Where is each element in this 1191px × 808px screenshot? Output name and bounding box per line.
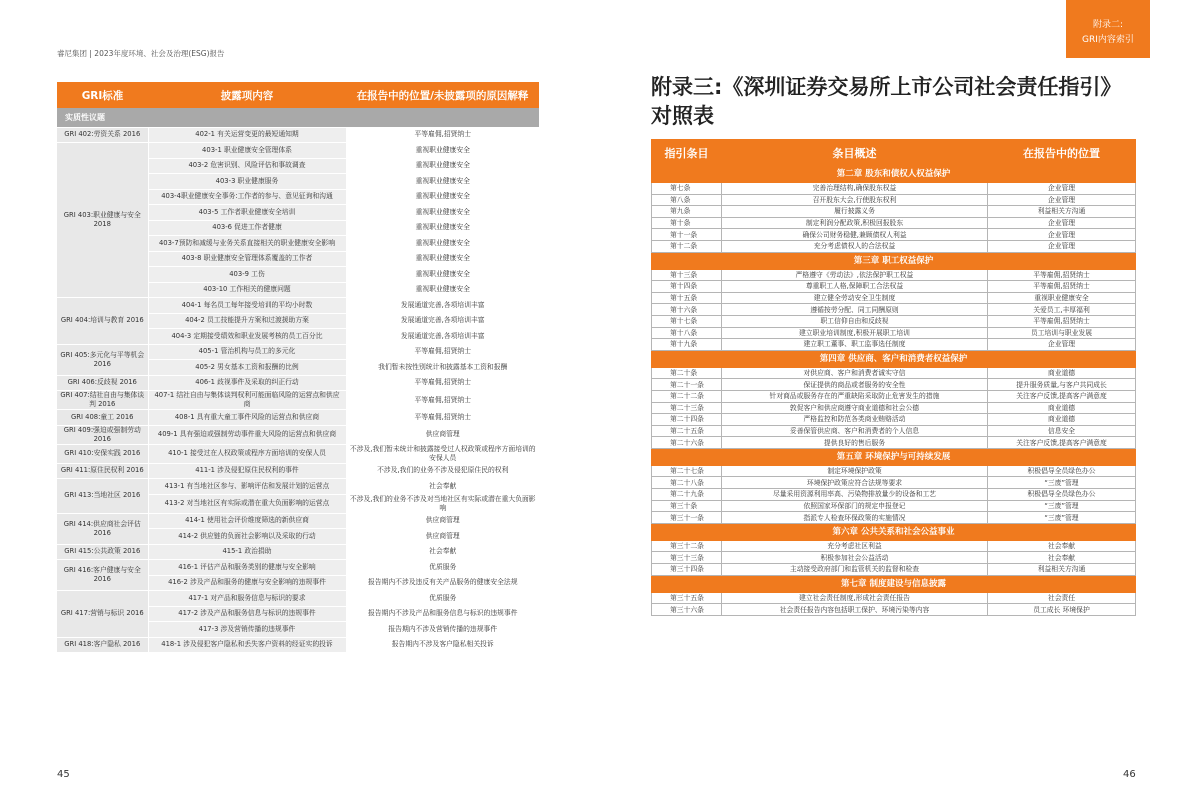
report-location-cell: 员工成长 环境保护	[988, 604, 1136, 616]
gri-standard-cell: GRI 407:结社自由与集体谈判 2016	[57, 391, 148, 410]
disclosure-cell: 408-1 具有重大童工事件风险的运营点和供应商	[148, 410, 346, 426]
disclosure-cell: 411-1 涉及侵犯原住民权利的事件	[148, 463, 346, 479]
table-row	[652, 425, 1136, 437]
article-cell: 第二十二条	[652, 390, 722, 402]
table-row	[57, 513, 539, 529]
location-cell: 报告期内不涉及产品和服务信息与标识的违规事件	[346, 606, 539, 622]
page-title: 附录三:《深圳证券交易所上市公司社会责任指引》对照表	[651, 75, 1122, 128]
table-row	[652, 327, 1136, 339]
summary-cell: 环境保护政策应符合法规等要求	[722, 477, 988, 489]
col-header-report-location: 在报告中的位置	[988, 140, 1136, 166]
article-cell: 第二十八条	[652, 477, 722, 489]
disclosure-cell: 417-2 涉及产品和服务信息与标识的违规事件	[148, 606, 346, 622]
location-cell: 我们暂未按性别统计和披露基本工资和报酬	[346, 360, 539, 376]
report-location-cell: 企业管理	[988, 194, 1136, 206]
gri-standard-cell: GRI 404:培训与教育 2016	[57, 298, 148, 345]
summary-cell: 指派专人检查环保政策的实施情况	[722, 512, 988, 524]
table-row	[652, 489, 1136, 501]
gri-standard-cell: GRI 410:安保实践 2016	[57, 444, 148, 463]
table-row	[57, 127, 539, 143]
gri-standard-cell: GRI 405:多元化与平等机会 2016	[57, 344, 148, 375]
col-header-gri-standard: GRI标准	[57, 82, 148, 108]
tab-line2: GRI内容索引	[1082, 35, 1134, 45]
article-cell: 第三十二条	[652, 540, 722, 552]
report-location-cell: “三废”管理	[988, 477, 1136, 489]
report-location-cell: 商业道德	[988, 414, 1136, 426]
article-cell: 第二十一条	[652, 379, 722, 391]
gri-standard-cell: GRI 416:客户健康与安全 2016	[57, 560, 148, 591]
article-cell: 第七条	[652, 183, 722, 195]
summary-cell: 尽量采用资源利用率高、污染物排放量少的设备和工艺	[722, 489, 988, 501]
article-cell: 第十二条	[652, 240, 722, 252]
col-header-summary: 条目概述	[722, 140, 988, 166]
gri-standard-cell: GRI 406:反歧视 2016	[57, 375, 148, 391]
report-location-cell: 社会奉献	[988, 552, 1136, 564]
disclosure-cell: 403-6 促进工作者健康	[148, 220, 346, 236]
table-row	[652, 390, 1136, 402]
gri-standard-cell: GRI 403:职业健康与安全 2018	[57, 143, 148, 298]
table-row	[57, 391, 539, 410]
report-location-cell: 企业管理	[988, 229, 1136, 241]
disclosure-cell: 403-9 工伤	[148, 267, 346, 283]
location-cell: 发展通道完善,各项培训丰富	[346, 329, 539, 345]
table-row	[652, 437, 1136, 449]
gri-standard-cell: GRI 417:营销与标识 2016	[57, 591, 148, 638]
article-cell: 第二十五条	[652, 425, 722, 437]
article-cell: 第二十三条	[652, 402, 722, 414]
location-cell: 平等雇佣,招贤纳士	[346, 344, 539, 360]
table-row	[652, 339, 1136, 351]
table-row	[57, 298, 539, 314]
table-row	[57, 591, 539, 607]
page-number-right: 46	[1123, 769, 1136, 780]
table-row	[652, 281, 1136, 293]
table-row	[652, 552, 1136, 564]
disclosure-cell: 404-2 员工技能提升方案和过渡援助方案	[148, 313, 346, 329]
summary-cell: 积极参加社会公益活动	[722, 552, 988, 564]
table-row	[652, 194, 1136, 206]
summary-cell: 主动接受政府部门和监管机关的监督和检查	[722, 564, 988, 576]
article-cell: 第二十条	[652, 367, 722, 379]
table-row	[652, 206, 1136, 218]
table-row	[652, 592, 1136, 604]
report-location-cell: 积极倡导全员绿色办公	[988, 489, 1136, 501]
summary-cell: 社会责任报告内容包括职工保护、环境污染等内容	[722, 604, 988, 616]
gri-standard-cell: GRI 411:原住民权利 2016	[57, 463, 148, 479]
gri-standard-cell: GRI 413:当地社区 2016	[57, 479, 148, 514]
location-cell: 平等雇佣,招贤纳士	[346, 410, 539, 426]
chapter-heading: 第五章 环境保护与可持续发展	[652, 448, 1136, 465]
disclosure-cell: 403-5 工作者职业健康安全培训	[148, 205, 346, 221]
report-location-cell: 社会奉献	[988, 540, 1136, 552]
disclosure-cell: 403-4职业健康安全事务:工作者的参与、意见征询和沟通	[148, 189, 346, 205]
location-cell: 报告期内不涉及营销传播的违规事件	[346, 622, 539, 638]
summary-cell: 针对商品或服务存在的严重缺陷采取防止危害发生的措施	[722, 390, 988, 402]
location-cell: 发展通道完善,各项培训丰富	[346, 298, 539, 314]
table-row	[57, 637, 539, 653]
summary-cell: 充分考虑社区利益	[722, 540, 988, 552]
disclosure-cell: 413-2 对当地社区有实际或潜在重大负面影响的运营点	[148, 494, 346, 513]
disclosure-cell: 414-2 供应链的负面社会影响以及采取的行动	[148, 529, 346, 545]
szse-index-table	[651, 139, 1136, 616]
table-row	[652, 315, 1136, 327]
report-location-cell: 企业管理	[988, 217, 1136, 229]
disclosure-cell: 405-2 男女基本工资和报酬的比例	[148, 360, 346, 376]
section-heading: 实质性议题	[57, 108, 539, 127]
disclosure-cell: 405-1 管治机构与员工的多元化	[148, 344, 346, 360]
article-cell: 第十三条	[652, 269, 722, 281]
table-row	[652, 292, 1136, 304]
table-row	[652, 540, 1136, 552]
gri-index-table	[57, 82, 539, 653]
article-cell: 第十七条	[652, 315, 722, 327]
table-row	[57, 479, 539, 495]
disclosure-cell: 409-1 具有强迫或强制劳动事件重大风险的运营点和供应商	[148, 425, 346, 444]
disclosure-cell: 410-1 接受过在人权政策或程序方面培训的安保人员	[148, 444, 346, 463]
location-cell: 供应商管理	[346, 529, 539, 545]
report-location-cell: 企业管理	[988, 339, 1136, 351]
article-cell: 第三十五条	[652, 592, 722, 604]
summary-cell: 充分考虑债权人的合法权益	[722, 240, 988, 252]
article-cell: 第二十六条	[652, 437, 722, 449]
location-cell: 重视职业健康安全	[346, 267, 539, 283]
report-location-cell: 商业道德	[988, 367, 1136, 379]
disclosure-cell: 403-1 职业健康安全管理体系	[148, 143, 346, 159]
summary-cell: 建立社会责任制度,形成社会责任报告	[722, 592, 988, 604]
table-row	[652, 512, 1136, 524]
table-row	[652, 477, 1136, 489]
article-cell: 第十九条	[652, 339, 722, 351]
location-cell: 重视职业健康安全	[346, 220, 539, 236]
summary-cell: 完善治理结构,确保股东权益	[722, 183, 988, 195]
location-cell: 重视职业健康安全	[346, 174, 539, 190]
location-cell: 平等雇佣,招贤纳士	[346, 375, 539, 391]
disclosure-cell: 403-2 危害识别、风险评估和事故调查	[148, 158, 346, 174]
disclosure-cell: 414-1 使用社会评价维度筛选的新供应商	[148, 513, 346, 529]
article-cell: 第十条	[652, 217, 722, 229]
table-row	[652, 304, 1136, 316]
disclosure-cell: 403-8 职业健康安全管理体系覆盖的工作者	[148, 251, 346, 267]
table-row	[652, 269, 1136, 281]
table-row	[652, 240, 1136, 252]
summary-cell: 敦促客户和供应商遵守商业道德和社会公德	[722, 402, 988, 414]
report-location-cell: 关注客户反馈,提高客户满意度	[988, 390, 1136, 402]
location-cell: 发展通道完善,各项培训丰富	[346, 313, 539, 329]
report-location-cell: 平等雇佣,招贤纳士	[988, 281, 1136, 293]
col-header-guideline: 指引条目	[652, 140, 722, 166]
table-row	[57, 544, 539, 560]
tab-line1: 附录二:	[1092, 20, 1124, 30]
report-location-cell: “三废”管理	[988, 500, 1136, 512]
disclosure-cell: 415-1 政治捐助	[148, 544, 346, 560]
gri-standard-cell: GRI 408:童工 2016	[57, 410, 148, 426]
article-cell: 第三十三条	[652, 552, 722, 564]
appendix-tab[interactable]	[1066, 0, 1150, 58]
table-row	[57, 143, 539, 159]
gri-standard-cell: GRI 409:强迫或强制劳动 2016	[57, 425, 148, 444]
summary-cell: 职工信仰自由和反歧视	[722, 315, 988, 327]
gri-standard-cell: GRI 402:劳资关系 2016	[57, 127, 148, 143]
report-location-cell: 社会责任	[988, 592, 1136, 604]
table-row	[652, 604, 1136, 616]
location-cell: 供应商管理	[346, 425, 539, 444]
article-cell: 第三十六条	[652, 604, 722, 616]
report-location-cell: 利益相关方沟通	[988, 206, 1136, 218]
chapter-heading: 第七章 制度建设与信息披露	[652, 575, 1136, 592]
report-location-cell: 平等雇佣,招贤纳士	[988, 269, 1136, 281]
location-cell: 重视职业健康安全	[346, 251, 539, 267]
table-row	[57, 463, 539, 479]
table-row	[57, 410, 539, 426]
summary-cell: 建立职工董事、职工监事选任制度	[722, 339, 988, 351]
location-cell: 报告期内不涉及客户隐私相关投诉	[346, 637, 539, 653]
summary-cell: 召开股东大会,行使股东权利	[722, 194, 988, 206]
report-header: 睿尼集团 | 2023年度环境、社会及治理(ESG)报告	[57, 49, 225, 58]
article-cell: 第十四条	[652, 281, 722, 293]
report-location-cell: 企业管理	[988, 240, 1136, 252]
summary-cell: 履行披露义务	[722, 206, 988, 218]
disclosure-cell: 403-10 工作相关的健康问题	[148, 282, 346, 298]
table-row	[652, 367, 1136, 379]
location-cell: 重视职业健康安全	[346, 236, 539, 252]
gri-standard-cell: GRI 414:供应商社会评估 2016	[57, 513, 148, 544]
location-cell: 平等雇佣,招贤纳士	[346, 127, 539, 143]
disclosure-cell: 402-1 有关运营变更的最短通知期	[148, 127, 346, 143]
table-row	[652, 465, 1136, 477]
location-cell: 重视职业健康安全	[346, 189, 539, 205]
article-cell: 第二十四条	[652, 414, 722, 426]
disclosure-cell: 416-2 涉及产品和服务的健康与安全影响的违规事件	[148, 575, 346, 591]
article-cell: 第九条	[652, 206, 722, 218]
report-location-cell: 关注客户反馈,提高客户满意度	[988, 437, 1136, 449]
article-cell: 第十五条	[652, 292, 722, 304]
summary-cell: 保证提供的商品或者服务的安全性	[722, 379, 988, 391]
table-row	[652, 500, 1136, 512]
report-location-cell: 信息安全	[988, 425, 1136, 437]
disclosure-cell: 403-7预防和减缓与业务关系直接相关的职业健康安全影响	[148, 236, 346, 252]
disclosure-cell: 404-3 定期接受绩效和职业发展考核的员工百分比	[148, 329, 346, 345]
location-cell: 重视职业健康安全	[346, 282, 539, 298]
summary-cell: 妥善保管供应商、客户和消费者的个人信息	[722, 425, 988, 437]
report-location-cell: 商业道德	[988, 402, 1136, 414]
gri-standard-cell: GRI 418:客户隐私 2016	[57, 637, 148, 653]
location-cell: 优质服务	[346, 560, 539, 576]
disclosure-cell: 416-1 评估产品和服务类别的健康与安全影响	[148, 560, 346, 576]
report-location-cell: 平等雇佣,招贤纳士	[988, 315, 1136, 327]
disclosure-cell: 413-1 有当地社区参与、影响评估和发展计划的运营点	[148, 479, 346, 495]
table-row	[652, 229, 1136, 241]
report-location-cell: 利益相关方沟通	[988, 564, 1136, 576]
location-cell: 不涉及,我们暂未统计和披露接受过人权政策或程序方面培训的安保人员	[346, 444, 539, 463]
article-cell: 第三十四条	[652, 564, 722, 576]
gri-standard-cell: GRI 415:公共政策 2016	[57, 544, 148, 560]
article-cell: 第十六条	[652, 304, 722, 316]
summary-cell: 遵循按劳分配、同工同酬原则	[722, 304, 988, 316]
disclosure-cell: 417-1 对产品和服务信息与标识的要求	[148, 591, 346, 607]
location-cell: 优质服务	[346, 591, 539, 607]
location-cell: 社会奉献	[346, 544, 539, 560]
disclosure-cell: 418-1 涉及侵犯客户隐私和丢失客户资料的经证实的投诉	[148, 637, 346, 653]
location-cell: 不涉及,我们的业务不涉及侵犯原住民的权利	[346, 463, 539, 479]
disclosure-cell: 417-3 涉及营销传播的违规事件	[148, 622, 346, 638]
location-cell: 社会奉献	[346, 479, 539, 495]
report-location-cell: 重视职业健康安全	[988, 292, 1136, 304]
location-cell: 供应商管理	[346, 513, 539, 529]
page-number-left: 45	[57, 769, 70, 780]
article-cell: 第十一条	[652, 229, 722, 241]
article-cell: 第八条	[652, 194, 722, 206]
summary-cell: 对供应商、客户和消费者诚实守信	[722, 367, 988, 379]
table-row	[652, 564, 1136, 576]
chapter-heading: 第二章 股东和债权人权益保护	[652, 166, 1136, 183]
location-cell: 报告期内不涉及违反有关产品服务的健康安全法规	[346, 575, 539, 591]
location-cell: 不涉及,我们的业务不涉及对当地社区有实际或潜在重大负面影响	[346, 494, 539, 513]
article-cell: 第三十条	[652, 500, 722, 512]
table-row	[652, 414, 1136, 426]
table-row	[652, 183, 1136, 195]
article-cell: 第三十一条	[652, 512, 722, 524]
location-cell: 重视职业健康安全	[346, 158, 539, 174]
summary-cell: 依照国家环保部门的规定申报登记	[722, 500, 988, 512]
article-cell: 第二十九条	[652, 489, 722, 501]
location-cell: 重视职业健康安全	[346, 143, 539, 159]
report-location-cell: 积极倡导全员绿色办公	[988, 465, 1136, 477]
location-cell: 重视职业健康安全	[346, 205, 539, 221]
col-header-disclosure: 披露项内容	[148, 82, 346, 108]
summary-cell: 提供良好的售后服务	[722, 437, 988, 449]
summary-cell: 建立职业培训制度,积极开展职工培训	[722, 327, 988, 339]
disclosure-cell: 406-1 歧视事件及采取的纠正行动	[148, 375, 346, 391]
summary-cell: 严格监控和防范各类商业贿赂活动	[722, 414, 988, 426]
chapter-heading: 第四章 供应商、客户和消费者权益保护	[652, 350, 1136, 367]
location-cell: 平等雇佣,招贤纳士	[346, 391, 539, 410]
table-row	[57, 375, 539, 391]
disclosure-cell: 407-1 结社自由与集体谈判权利可能面临风险的运营点和供应商	[148, 391, 346, 410]
summary-cell: 严格遵守《劳动法》,依法保护职工权益	[722, 269, 988, 281]
disclosure-cell: 403-3 职业健康服务	[148, 174, 346, 190]
report-location-cell: “三废”管理	[988, 512, 1136, 524]
table-row	[652, 402, 1136, 414]
report-location-cell: 企业管理	[988, 183, 1136, 195]
table-row	[57, 344, 539, 360]
table-row	[57, 444, 539, 463]
article-cell: 第十八条	[652, 327, 722, 339]
table-row	[57, 425, 539, 444]
report-location-cell: 关爱员工,丰厚福利	[988, 304, 1136, 316]
article-cell: 第二十七条	[652, 465, 722, 477]
summary-cell: 制定环境保护政策	[722, 465, 988, 477]
disclosure-cell: 404-1 每名员工每年接受培训的平均小时数	[148, 298, 346, 314]
table-row	[652, 379, 1136, 391]
summary-cell: 确保公司财务稳健,兼顾债权人利益	[722, 229, 988, 241]
table-row	[57, 560, 539, 576]
col-header-location: 在报告中的位置/未披露项的原因解释	[346, 82, 539, 108]
report-location-cell: 提升服务质量,与客户共同成长	[988, 379, 1136, 391]
chapter-heading: 第三章 职工权益保护	[652, 252, 1136, 269]
report-location-cell: 员工培训与职业发展	[988, 327, 1136, 339]
summary-cell: 制定利润分配政策,积极回报股东	[722, 217, 988, 229]
summary-cell: 尊重职工人格,保障职工合法权益	[722, 281, 988, 293]
chapter-heading: 第六章 公共关系和社会公益事业	[652, 523, 1136, 540]
table-row	[652, 217, 1136, 229]
summary-cell: 建立健全劳动安全卫生制度	[722, 292, 988, 304]
